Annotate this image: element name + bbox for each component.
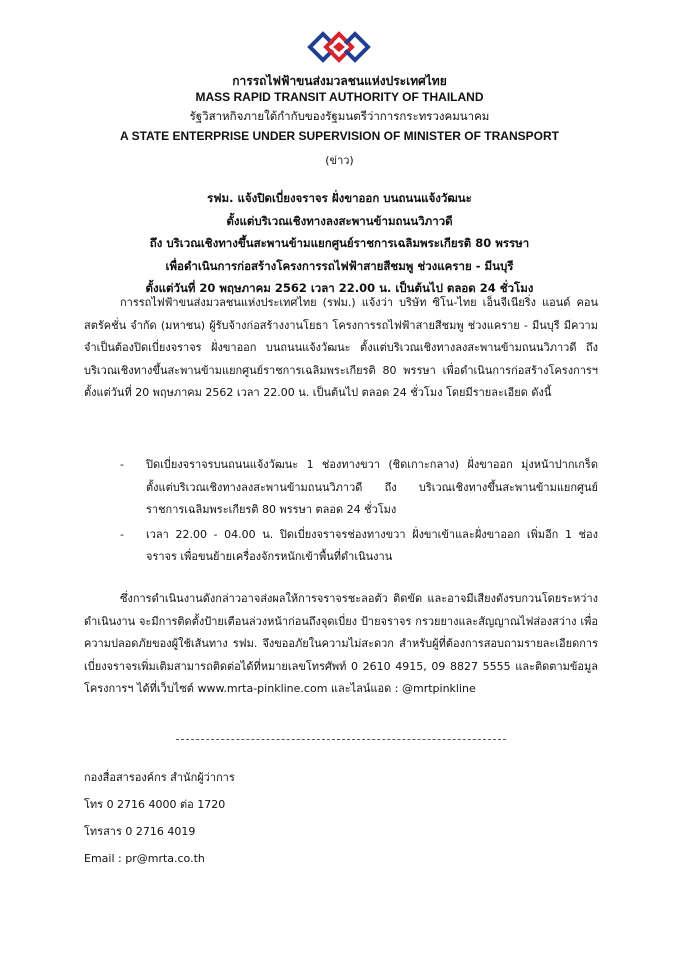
body-paragraph-1-text: การรถไฟฟ้าขนส่งมวลชนแห่งประเทศไทย (รฟม.) แจ้งว่า บริษัท ซิโน-ไทย เอ็นจีเนียริ่ง แอนด์ คอนสตรัคชั่น จำกัด (มหาชน) ผู้รับจ้างก่อสร้างงานโยธา โครงการรถไฟฟ้าสายสีชมพู ช่วงแคราย - มีนบุรี มีความจำเป็นต้องปิดเบี่ยงจราจร ฝั่งขาออก บนถนนแจ้งวัฒนะ ตั้งแต่บริเวณเชิงทางลงสะพานข้ามถนนวิภาวดี ถึง บริเวณเชิงทางขึ้นสะพานข้ามแยกศูนย์ราชการเฉลิมพระเกียรติ 80 พรรษา เพื่อดำเนินการก่อสร้างโครงการฯ ตั้งแต่วันที่ 20 พฤษภาคม 2562 เวลา 22.00 น. เป็นต้นไป ตลอด 24 ชั่วโมง โดยมีรายละเอียด ดังนี้ — [84, 296, 598, 399]
detail-list — [120, 454, 598, 571]
org-name-english: MASS RAPID TRANSIT AUTHORITY OF THAILAND — [195, 90, 484, 104]
headline-line-1: รฟม. แจ้งปิดเบี่ยงจราจร ฝั่งขาออก บนถนนแจ้งวัฒนะ — [207, 191, 472, 205]
detail-item-text: เวลา 22.00 - 04.00 น. ปิดเบี่ยงจราจรช่องทางขวา ฝั่งขาเข้าและฝั่งขาออก เพิ่มอีก 1 ช่องจราจร เพื่อขนย้ายเครื่องจักรหนักเข้าพื้นที่ดำเนินงาน — [146, 527, 598, 563]
contact-block — [84, 764, 235, 872]
headline-line-3: ถึง บริเวณเชิงทางขึ้นสะพานข้ามแยกศูนย์ราชการเฉลิมพระเกียรติ 80 พรรษา — [149, 236, 530, 250]
org-name-thai: การรถไฟฟ้าขนส่งมวลชนแห่งประเทศไทย — [232, 74, 447, 88]
supervision-english: A STATE ENTERPRISE UNDER SUPERVISION OF MINISTER OF TRANSPORT — [120, 129, 559, 143]
body-paragraph-1 — [84, 292, 598, 405]
headline-line-4: เพื่อดำเนินการก่อสร้างโครงการรถไฟฟ้าสายสีชมพู ช่วงแคราย - มีนบุรี — [165, 258, 514, 273]
bullet-dash: - — [120, 458, 124, 471]
detail-item-text: ปิดเบี่ยงจราจรบนถนนแจ้งวัฒนะ 1 ช่องทางขวา (ชิดเกาะกลาง) ฝั่งขาออก มุ่งหน้าปากเกร็ด ตั้งแต่บริเวณเชิงทางลงสะพานข้ามถนนวิภาวดี ถึง บริเวณเชิงทางขึ้นสะพานข้ามแยกศูนย์ราชการเฉลิมพระเกียรติ 80 พรรษา ตลอด 24 ชั่วโมง — [146, 458, 598, 516]
contact-phone: โทร 0 2716 4000 ต่อ 1720 — [84, 798, 226, 811]
contact-department: กองสื่อสารองค์กร สำนักผู้ว่าการ — [84, 771, 235, 784]
contact-email: Email : pr@mrta.co.th — [84, 852, 205, 865]
detail-item — [120, 454, 598, 522]
supervision-thai: รัฐวิสาหกิจภายใต้กำกับของรัฐมนตรีว่าการกระทรวงคมนาคม — [189, 109, 490, 123]
contact-fax: โทรสาร 0 2716 4019 — [84, 825, 196, 838]
detail-item — [120, 524, 598, 569]
headline-line-2: ตั้งแต่บริเวณเชิงทางลงสะพานข้ามถนนวิภาวดี — [226, 213, 453, 228]
bullet-dash: - — [120, 527, 124, 541]
divider — [176, 739, 506, 740]
document-type: (ข่าว) — [325, 154, 354, 167]
body-paragraph-2-text: ซึ่งการดำเนินงานดังกล่าวอาจส่งผลให้การจราจรชะลอตัว ติดขัด และอาจมีเสียงดังรบกวนโดยระหว่างดำเนินงาน จะมีการติดตั้งป้ายเตือนล่วงหน้าก่อนถึงจุดเบี่ยง ป้ายจราจร กรวยยางและสัญญาณไฟส่องสว่าง เพื่อความปลอดภัยของผู้ใช้เส้นทาง รฟม. จึงขออภัยในความไม่สะดวก สำหรับผู้ที่ต้องการสอบถามรายละเอียดการเบี่ยงจราจรเพิ่มเติมสามารถติดต่อได้ที่หมายเลขโทรศัพท์ 0 2610 4915, 09 8827 5555 และติดตามข้อมูลโครงการฯ ได้ที่เว็บไซต์ www.mrta-pinkline.com และไลน์แอด : @mrtpinkline — [84, 592, 598, 695]
headline — [0, 187, 679, 300]
headline-line-5: ตั้งแต่วันที่ 20 พฤษภาคม 2562 เวลา 22.00 น. เป็นต้นไป ตลอด 24 ชั่วโมง — [145, 281, 534, 295]
body-paragraph-2 — [84, 588, 598, 701]
mrta-logo-icon — [306, 30, 372, 64]
